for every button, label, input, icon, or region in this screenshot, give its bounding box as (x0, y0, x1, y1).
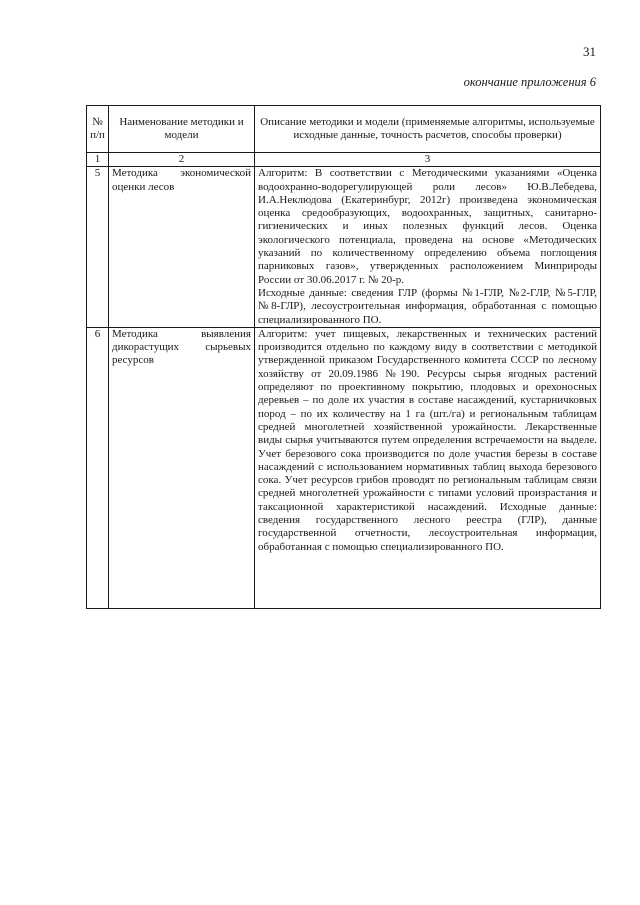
column-index: 2 (109, 153, 255, 167)
page-number: 31 (583, 44, 596, 59)
description-paragraph: Исходные данные: сведения ГЛР (формы №1-ГЛР, №2-ГЛР, №5-ГЛР, №8-ГЛР), лесоустроительная информация, обработанная с помощью специализированного ПО. (258, 286, 597, 326)
description-paragraph: Алгоритм: учет пищевых, лекарственных и технических растений производится отдельно по каждому виду в соответствии с методикой утвержденной приказом Государственного комитета СССР по лесному хозяйству от 20.09.1986 №190. Ресурсы сырья ягодных растений определяют по проективному покрытию, плодовых и орехоносных деревьев – по доле их участия в составе насаждений, кустарничковых пород – по их количеству на 1 га (шт./га) и региональным таблицам средней многолетней хозяйственной урожайности. Лекарственные виды сырья учитываются путем определения встречаемости на выделе. Учет березового сока производится по доле участия березы в составе насаждений с использованием нормативных таблиц выхода березового сока. Учет ресурсов грибов проводят по региональным таблицам связи средней многолетней урожайности с типами условий произрастания и таксационной характеристикой насаждений. Исходные данные: сведения государственного лесного реестра (ГЛР), данные государственной отчетности, лесоустроительная информация, обработанная с помощью специализированного ПО. (258, 327, 597, 553)
method-name: Методика выявления дикорастущих сырьевых ресурсов (109, 327, 255, 608)
header-method-name: Наименование методики и модели (109, 106, 255, 153)
table-row (87, 327, 601, 608)
method-name: Методика экономической оценки лесов (109, 167, 255, 328)
appendix-label: окончание приложения 6 (463, 75, 596, 89)
column-index-row (87, 153, 601, 167)
method-description (255, 327, 601, 608)
methods-table (86, 105, 601, 609)
description-paragraph: Алгоритм: В соответствии с Методическими указаниями «Оценка водоохранно-водорегулирующей роли лесов» Ю.В.Лебедева, И.А.Неклюдова (Екатеринбург, 2012г) произведена экономическая оценка средообразующих, водоохранных, защитных, санитарно-гигиенических и иных полезных функций лесов. Оценка экологического потенциала, проведена на основе «Методических указаний по количественному определению объема поглощения парниковых газов», утвержденных расположением Минприроды России от 30.06.2017 г. № 20-р. (258, 167, 597, 286)
column-index: 1 (87, 153, 109, 167)
header-method-description: Описание методики и модели (применяемые алгоритмы, используемые исходные данные, точность расчетов, способы проверки) (255, 106, 601, 153)
row-number: 6 (87, 327, 109, 608)
table-row (87, 167, 601, 328)
header-number: № п/п (87, 106, 109, 153)
column-index: 3 (255, 153, 601, 167)
table-header-row (87, 106, 601, 153)
method-description (255, 167, 601, 328)
row-number: 5 (87, 167, 109, 328)
